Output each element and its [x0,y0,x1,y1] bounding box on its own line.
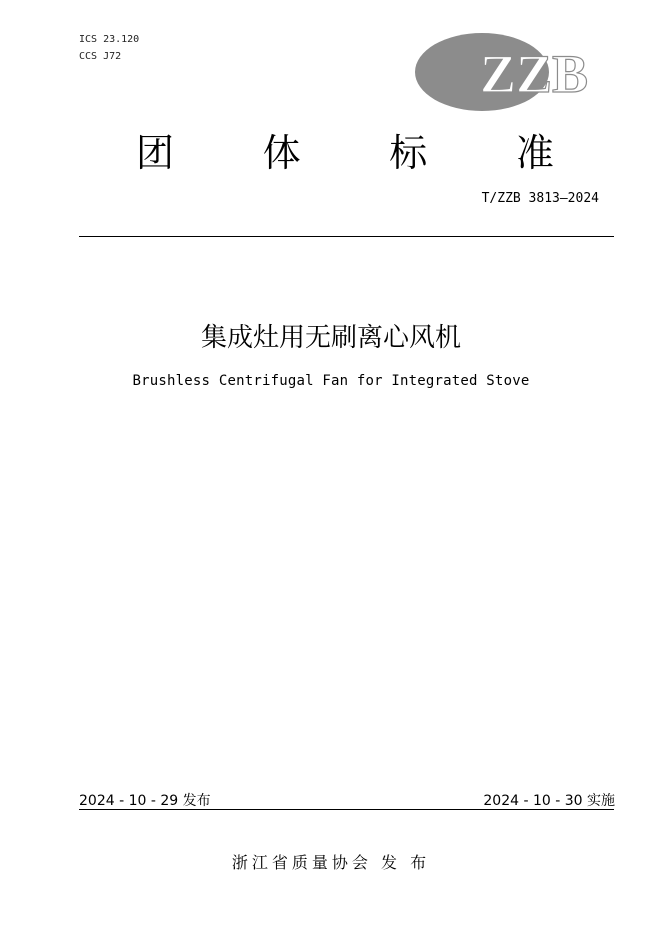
document-title-cn: 集成灶用无刷离心风机 [200,323,461,353]
publish-date: 2024 - 10 - 29 发布 [79,793,211,809]
ccs-code: CCS J72 [79,51,122,62]
standard-type-title [120,128,570,178]
bottom-divider [79,809,614,810]
ics-code: ICS 23.120 [79,34,140,45]
standard-type-char: 标 [389,131,428,175]
implement-date: 2024 - 10 - 30 实施 [483,793,615,809]
issuer: 浙江省质量协会 发 布 [231,853,431,872]
standard-number: T/ZZB 3813—2024 [481,191,599,206]
standard-type-char: 体 [262,131,301,175]
standard-type-char: 团 [135,131,174,175]
top-divider [79,236,614,237]
document-title-en: Brushless Centrifugal Fan for Integrated Stove [132,373,530,389]
zzb-logo [414,32,600,112]
logo-text: ZZB [479,44,589,104]
standard-type-char: 准 [515,131,554,175]
